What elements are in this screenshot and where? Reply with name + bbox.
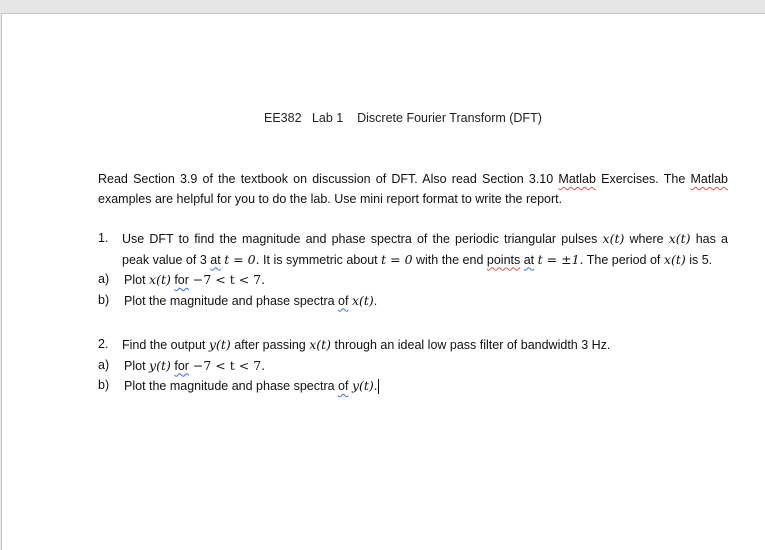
math-y: y(t) xyxy=(351,378,374,393)
item-text: Plot the magnitude and phase spectra xyxy=(124,293,339,308)
subitem-2a xyxy=(98,356,728,377)
item-text: The period of xyxy=(583,252,664,267)
list-number: 1. xyxy=(98,231,109,245)
item-text: is 5. xyxy=(685,252,713,267)
grammar-flag-at[interactable]: at xyxy=(210,252,221,267)
grammar-flag-for[interactable]: for xyxy=(174,358,189,373)
math-eq: t = 0 xyxy=(381,251,413,267)
intro-text: examples are helpful for you to do the lab. Use mini report format to write the report. xyxy=(98,191,563,206)
grammar-flag-of[interactable]: of xyxy=(338,293,349,308)
intro-paragraph xyxy=(98,170,728,209)
item-text: with the end xyxy=(412,252,487,267)
task-list-item-2 xyxy=(98,335,728,397)
item-text: Plot xyxy=(124,358,150,373)
subitem-1a xyxy=(98,270,728,291)
math-x: x(t) xyxy=(663,251,686,267)
math-eq: t = 0. xyxy=(224,251,260,267)
document-page[interactable] xyxy=(1,13,765,550)
grammar-flag-at[interactable]: at xyxy=(523,252,535,267)
item-text: Find the output xyxy=(122,338,209,352)
sub-label: b) xyxy=(98,292,110,307)
grammar-flag-for[interactable]: for xyxy=(174,273,189,287)
math-eq: t = ±1. xyxy=(537,251,584,267)
spelling-flag-matlab[interactable]: Matlab xyxy=(558,172,596,186)
intro-text: Read Section 3.9 of the textbook on discussion of DFT. Also read Section 3.10 xyxy=(98,172,559,186)
item-text: Use DFT to find the magnitude and phase spectra of the periodic triangular pulses xyxy=(122,232,603,246)
subitem-1b xyxy=(98,291,728,312)
math-x: x(t) xyxy=(351,292,374,308)
spelling-flag-points[interactable]: points xyxy=(486,252,521,267)
math-y: y(t) xyxy=(149,357,171,373)
intro-text: Exercises. The xyxy=(595,172,691,186)
item-text: It is symmetric about xyxy=(259,252,382,267)
math-x: x(t) xyxy=(149,272,171,287)
item-text: Plot the magnitude and phase spectra xyxy=(124,379,339,393)
list-number: 2. xyxy=(98,337,109,351)
sub-label: a) xyxy=(98,357,110,372)
task-list-item-1 xyxy=(98,229,728,311)
item-text: Plot xyxy=(124,273,150,287)
math-x: x(t) xyxy=(602,231,625,246)
item-text: through an ideal low pass filter of bandwidth 3 Hz. xyxy=(331,338,611,352)
math-range: −7 < t < 7. xyxy=(188,357,266,373)
sub-label: b) xyxy=(98,378,110,392)
document-title: EE382 Lab 1 Discrete Fourier Transform (DFT) xyxy=(264,111,542,125)
item-text: . xyxy=(373,379,378,393)
item-text: after passing xyxy=(230,338,310,352)
item-text: . xyxy=(373,293,378,308)
text-cursor xyxy=(378,379,379,394)
grammar-flag-of[interactable]: of xyxy=(338,379,349,393)
sub-label: a) xyxy=(98,272,110,286)
math-y: y(t) xyxy=(208,337,231,352)
spelling-flag-matlab[interactable]: Matlab xyxy=(690,172,729,186)
item-text: has a peak value of 3 xyxy=(122,232,728,267)
math-x: x(t) xyxy=(668,231,691,246)
item-text: where xyxy=(624,232,669,246)
subitem-2b xyxy=(98,376,728,397)
math-range: −7 < t < 7. xyxy=(188,272,266,287)
math-x: x(t) xyxy=(309,337,332,352)
